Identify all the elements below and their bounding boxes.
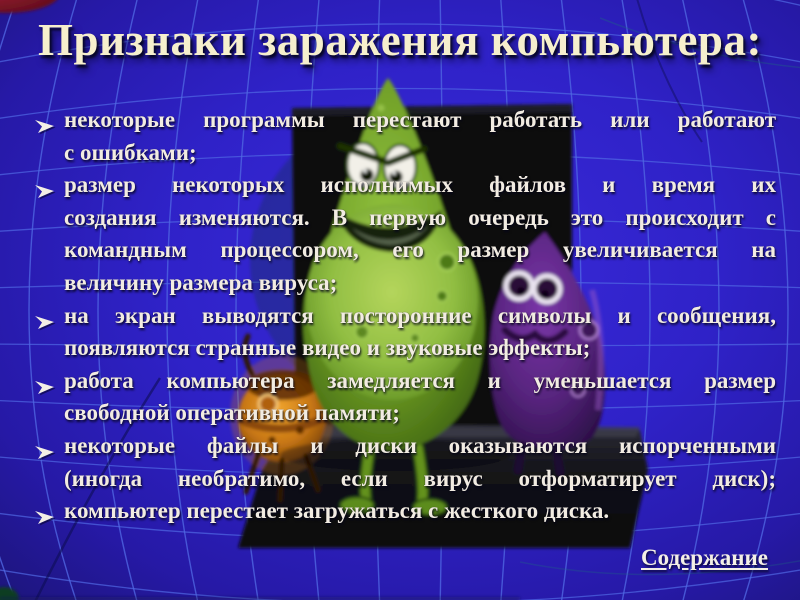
bullet-line: некоторые программы перестают работать или работают	[64, 107, 776, 132]
bullet-line: на экран выводятся посторонние символы и сообщения,	[64, 302, 776, 328]
bullet-line: некоторые файлы и диски оказываются испорченными	[64, 432, 776, 458]
bullet-line: свободной оперативной памяти;	[64, 400, 400, 426]
bullet-arrow-icon	[34, 177, 56, 195]
bullet-line: командным процессором, его размер увеличивается на	[64, 237, 776, 263]
bullet-arrow-icon	[34, 112, 56, 130]
bullet-list	[34, 104, 776, 528]
bullet-arrow-icon	[34, 373, 56, 391]
bullet-line: работа компьютера замедляется и уменьшается размер	[64, 367, 776, 393]
bullet-item	[34, 365, 776, 430]
bullet-arrow-icon	[34, 503, 56, 521]
contents-link[interactable]: Содержание	[641, 545, 768, 570]
bullet-line: с ошибками;	[64, 139, 197, 165]
bullet-line: (иногда необратимо, если вирус отформатирует диск);	[64, 465, 776, 491]
bullet-item	[34, 430, 776, 495]
bullet-line: величину размера вируса;	[64, 269, 338, 295]
bullet-arrow-icon	[34, 438, 56, 456]
bullet-line: компьютер перестает загружаться с жесткого диска.	[64, 498, 610, 524]
bullet-item	[34, 300, 776, 365]
bullet-arrow-icon	[34, 308, 56, 326]
bullet-line: появляются странные видео и звуковые эффекты;	[64, 335, 591, 361]
red-sphere-corner-decoration	[0, 0, 60, 13]
bullet-item	[34, 169, 776, 299]
bullet-line: размер некоторых исполнимых файлов и время их	[64, 172, 776, 198]
bullet-item	[34, 104, 776, 169]
bullet-item	[34, 495, 776, 528]
slide-title: Признаки заражения компьютера:	[38, 15, 762, 65]
bullet-line: создания изменяются. В первую очередь это происходит с	[64, 204, 776, 230]
